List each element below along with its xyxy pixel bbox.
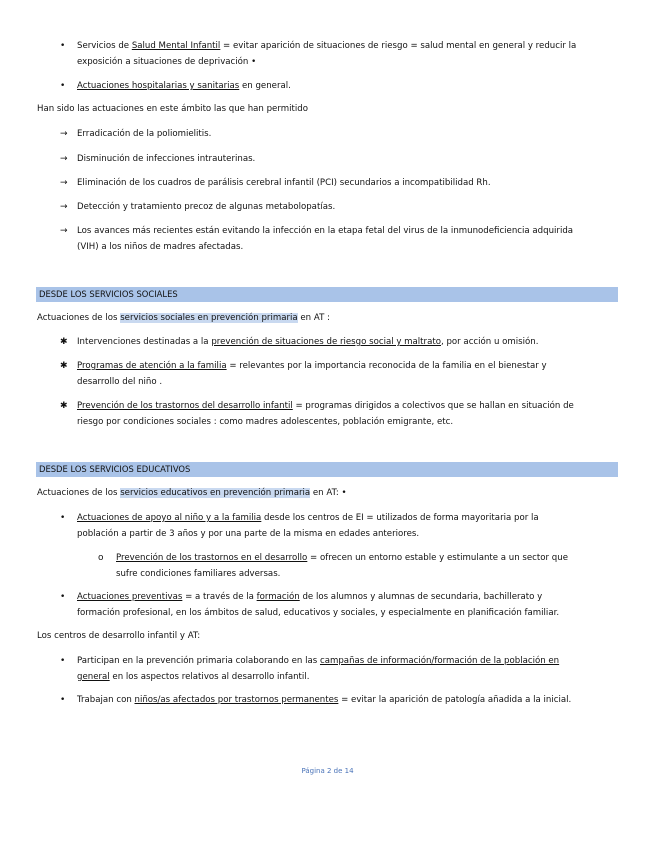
paragraph-line: exposición a situaciones de deprivación • bbox=[77, 57, 257, 67]
bullet-dot: • bbox=[60, 695, 66, 705]
arrow-item: Erradicación de la poliomielitis. bbox=[77, 129, 212, 139]
arrow-item: Los avances más recientes están evitando la infección en la etapa fetal del virus de la inmunodeficiencia adquirida bbox=[77, 226, 574, 236]
arrow-item-continued: (VIH) a los niños de madres afectadas. bbox=[77, 242, 244, 252]
list-item-continued: riesgo por condiciones sociales : como madres adolescentes, población emigrante, etc. bbox=[77, 417, 454, 427]
bullet-dot: • bbox=[60, 656, 66, 666]
list-item: Prevención de los trastornos del desarrollo infantil = programas dirigidos a colectivos que se hallan en situación de bbox=[77, 401, 574, 411]
paragraph-salud-mental: Servicios de Salud Mental Infantil = evitar aparición de situaciones de riesgo = salud mental en general y reducir la bbox=[77, 41, 577, 51]
sub-list-item: Prevención de los trastornos en el desarrollo = ofrecen un entorno estable y estimulante a un sector que bbox=[116, 553, 568, 563]
asterisk-bullet-icon: ✱ bbox=[60, 361, 68, 371]
list-item: Intervenciones destinadas a la prevención de situaciones de riesgo social y maltrato, por acción u omisión. bbox=[77, 337, 539, 347]
asterisk-bullet-icon: ✱ bbox=[60, 401, 68, 411]
section-heading-bar bbox=[36, 287, 618, 302]
bullet-dot: • bbox=[60, 81, 66, 91]
arrow-icon: → bbox=[60, 202, 68, 212]
section-lead: Actuaciones de los servicios sociales en prevención primaria en AT : bbox=[37, 313, 330, 323]
paragraph-hospitalarias: Actuaciones hospitalarias y sanitarias en general. bbox=[77, 81, 291, 91]
bullet-dot: • bbox=[60, 41, 66, 51]
arrow-item: Detección y tratamiento precoz de algunas metabolopatías. bbox=[77, 202, 336, 212]
list-item-continued: población a partir de 3 años y por una parte de la misma en edades anteriores. bbox=[77, 529, 420, 539]
bullet-dot: • bbox=[60, 592, 66, 602]
arrow-icon: → bbox=[60, 226, 68, 236]
arrow-icon: → bbox=[60, 154, 68, 164]
link-salud-mental: Salud Mental Infantil bbox=[131, 41, 221, 51]
intro-text: Los centros de desarrollo infantil y AT: bbox=[37, 631, 201, 641]
list-item-continued: general en los aspectos relativos al desarrollo infantil. bbox=[77, 672, 310, 682]
bullet-dot: • bbox=[60, 513, 66, 523]
sub-list-item-continued: sufre condiciones familiares adversas. bbox=[116, 569, 281, 579]
list-item-continued: desarrollo del niño . bbox=[77, 377, 163, 387]
asterisk-bullet-icon: ✱ bbox=[60, 337, 68, 347]
arrow-icon: → bbox=[60, 178, 68, 188]
list-item: Trabajan con niños/as afectados por trastornos permanentes = evitar la aparición de patología añadida a la inicial. bbox=[77, 695, 572, 705]
list-item: Actuaciones preventivas = a través de la formación de los alumnos y alumnas de secundaria, bachillerato y bbox=[77, 592, 543, 602]
circle-bullet-icon: o bbox=[98, 553, 104, 563]
arrow-item: Eliminación de los cuadros de parálisis cerebral infantil (PCI) secundarios a incompatibilidad Rh. bbox=[77, 178, 491, 188]
intro-text: Han sido las actuaciones en este ámbito las que han permitido bbox=[37, 104, 308, 114]
list-item: Participan en la prevención primaria colaborando en las campañas de información/formación de la población en bbox=[77, 656, 560, 666]
arrow-icon: → bbox=[60, 129, 68, 139]
list-item: Actuaciones de apoyo al niño y a la familia desde los centros de EI = utilizados de forma mayoritaria por la bbox=[77, 513, 539, 523]
page-number: Página 2 de 14 bbox=[301, 767, 354, 775]
section-heading-educativos: DESDE LOS SERVICIOS EDUCATIVOS bbox=[39, 464, 191, 474]
section-heading-sociales: DESDE LOS SERVICIOS SOCIALES bbox=[39, 289, 178, 299]
section-heading-bar bbox=[36, 462, 618, 477]
list-item-continued: formación profesional, en los ámbitos de salud, educativos y sociales, y especialmente en planificación familiar. bbox=[77, 608, 560, 618]
arrow-item: Disminución de infecciones intrauterinas. bbox=[77, 154, 256, 164]
list-item: Programas de atención a la familia = relevantes por la importancia reconocida de la familia en el bienestar y bbox=[77, 361, 547, 371]
section-lead: Actuaciones de los servicios educativos en prevención primaria en AT: • bbox=[37, 488, 347, 498]
